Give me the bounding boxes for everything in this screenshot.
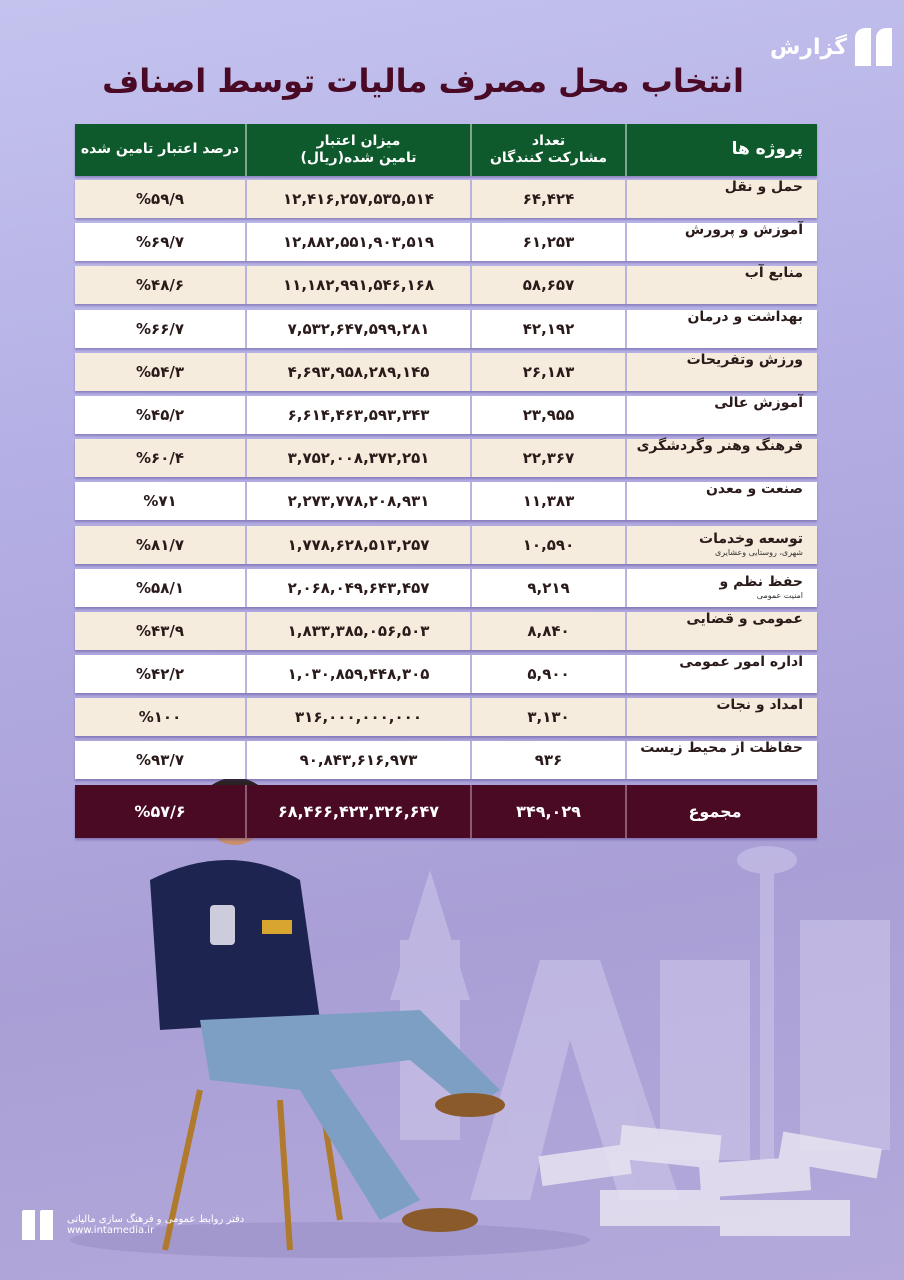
amount-cell: ۳۱۶,۰۰۰,۰۰۰,۰۰۰ bbox=[245, 698, 470, 736]
header-amount bbox=[245, 124, 470, 176]
amount-cell: ۱۱,۱۸۲,۹۹۱,۵۴۶,۱۶۸ bbox=[245, 266, 470, 304]
project-name: منابع آب bbox=[744, 265, 803, 282]
percent-cell: %۴۲/۲ bbox=[136, 665, 184, 684]
amount-cell: ۲,۰۶۸,۰۴۹,۶۴۳,۴۵۷ bbox=[245, 569, 470, 607]
page-title: انتخاب محل مصرف مالیات توسط اصناف bbox=[102, 62, 744, 100]
table-row bbox=[75, 266, 817, 304]
project-cell bbox=[625, 526, 817, 564]
header-amount-line2: تامین شده(ریال) bbox=[300, 150, 417, 166]
table-row bbox=[75, 223, 817, 261]
percent-cell: %۱۰۰ bbox=[138, 708, 182, 727]
amount-cell: ۹۰,۸۴۳,۶۱۶,۹۷۳ bbox=[245, 741, 470, 779]
logo-mark-icon bbox=[855, 28, 892, 66]
footer-url[interactable]: www.intamedia.ir bbox=[67, 1225, 155, 1236]
project-cell bbox=[625, 180, 817, 218]
project-name: حفظ نظم و bbox=[719, 574, 803, 591]
percent-cell: %۵۸/۱ bbox=[136, 578, 184, 597]
table-row bbox=[75, 569, 817, 607]
table-row bbox=[75, 439, 817, 477]
project-name: فرهنگ وهنر وگردشگری bbox=[636, 438, 803, 455]
amount-cell: ۱,۰۳۰,۸۵۹,۴۴۸,۳۰۵ bbox=[245, 655, 470, 693]
percent-cell: %۵۹/۹ bbox=[136, 190, 184, 208]
count-cell: ۲۳,۹۵۵ bbox=[470, 396, 625, 434]
project-name: توسعه وخدمات bbox=[699, 531, 803, 548]
total-percent: %۵۷/۶ bbox=[134, 801, 186, 821]
gozaresh-logo bbox=[770, 28, 892, 66]
count-cell: ۲۶,۱۸۳ bbox=[470, 353, 625, 391]
percent-cell: %۹۳/۷ bbox=[136, 751, 184, 770]
count-cell: ۵۸,۶۵۷ bbox=[470, 266, 625, 304]
project-name: ورزش وتفریحات bbox=[686, 351, 803, 368]
count-cell: ۹,۲۱۹ bbox=[470, 569, 625, 607]
project-name: حمل و نقل bbox=[724, 179, 803, 195]
amount-cell: ۲,۲۷۳,۷۷۸,۲۰۸,۹۳۱ bbox=[245, 482, 470, 520]
project-name: عمومی و قضایی bbox=[686, 610, 803, 627]
project-cell bbox=[625, 223, 817, 261]
amount-cell: ۱,۷۷۸,۶۲۸,۵۱۳,۲۵۷ bbox=[245, 526, 470, 564]
project-subtitle: شهری، روستایی وعشایری bbox=[714, 547, 803, 557]
project-cell bbox=[625, 353, 817, 391]
header-percent: درصد اعتبار تامین شده bbox=[80, 141, 240, 158]
percent-cell: %۶۰/۴ bbox=[136, 449, 184, 468]
project-subtitle: امنیت عمومی bbox=[756, 590, 803, 600]
table-row bbox=[75, 180, 817, 218]
project-name: بهداشت و درمان bbox=[687, 308, 803, 325]
project-name: اداره امور عمومی bbox=[679, 654, 803, 671]
table-row bbox=[75, 353, 817, 391]
count-cell: ۳,۱۳۰ bbox=[470, 698, 625, 736]
project-cell bbox=[625, 396, 817, 434]
total-row bbox=[75, 785, 817, 838]
project-name: حفاظت از محیط زیست bbox=[640, 740, 803, 757]
count-cell: ۲۲,۳۶۷ bbox=[470, 439, 625, 477]
percent-cell: %۶۶/۷ bbox=[136, 319, 184, 338]
project-cell bbox=[625, 569, 817, 607]
percent-cell: %۴۵/۲ bbox=[136, 405, 184, 424]
project-name: صنعت و معدن bbox=[705, 481, 803, 498]
total-label: مجموع bbox=[625, 785, 817, 838]
project-name: آموزش عالی bbox=[714, 394, 803, 411]
count-cell: ۵,۹۰۰ bbox=[470, 655, 625, 693]
count-cell: ۱۰,۵۹۰ bbox=[470, 526, 625, 564]
logo-text: گزارش bbox=[769, 34, 847, 60]
project-cell bbox=[625, 266, 817, 304]
total-amount: ۶۸,۴۶۶,۴۲۳,۳۲۶,۶۴۷ bbox=[245, 785, 470, 838]
table-row bbox=[75, 698, 817, 736]
count-cell: ۴۲,۱۹۲ bbox=[470, 310, 625, 348]
count-cell: ۱۱,۳۸۳ bbox=[470, 482, 625, 520]
amount-cell: ۱۲,۸۸۲,۵۵۱,۹۰۳,۵۱۹ bbox=[245, 223, 470, 261]
percent-cell: %۶۹/۷ bbox=[136, 233, 184, 252]
table-row bbox=[75, 482, 817, 520]
amount-cell: ۷,۵۳۲,۶۴۷,۵۹۹,۲۸۱ bbox=[245, 310, 470, 348]
header-count-line2: مشارکت کنندگان bbox=[489, 150, 608, 166]
quote-logo-icon bbox=[22, 1210, 53, 1240]
header-project: پروژه ها bbox=[625, 124, 817, 176]
total-count: ۳۴۹,۰۲۹ bbox=[470, 785, 625, 838]
header-count bbox=[470, 124, 625, 176]
amount-cell: ۱۲,۴۱۶,۲۵۷,۵۳۵,۵۱۴ bbox=[245, 180, 470, 218]
project-cell bbox=[625, 655, 817, 693]
count-cell: ۹۳۶ bbox=[470, 741, 625, 779]
project-name: آموزش و پرورش bbox=[684, 222, 803, 239]
table-row bbox=[75, 655, 817, 693]
amount-cell: ۳,۷۵۲,۰۰۸,۳۷۲,۲۵۱ bbox=[245, 439, 470, 477]
project-name: امداد و نجات bbox=[716, 697, 803, 714]
project-cell bbox=[625, 741, 817, 779]
header-count-line1: تعداد bbox=[531, 132, 566, 149]
project-cell bbox=[625, 698, 817, 736]
count-cell: ۶۱,۲۵۳ bbox=[470, 223, 625, 261]
table-row bbox=[75, 310, 817, 348]
percent-cell: %۴۸/۶ bbox=[136, 276, 184, 295]
amount-cell: ۴,۶۹۳,۹۵۸,۲۸۹,۱۴۵ bbox=[245, 353, 470, 391]
project-cell bbox=[625, 612, 817, 650]
percent-cell: %۷۱ bbox=[143, 492, 177, 511]
project-cell bbox=[625, 439, 817, 477]
table-row bbox=[75, 612, 817, 650]
count-cell: ۸,۸۴۰ bbox=[470, 612, 625, 650]
project-cell bbox=[625, 310, 817, 348]
percent-cell: %۵۴/۳ bbox=[136, 362, 184, 381]
tax-allocation-table bbox=[75, 124, 817, 843]
table-row bbox=[75, 526, 817, 564]
table-header bbox=[75, 124, 817, 176]
footer-org: دفتر روابط عمومی و فرهنگ سازی مالیاتی bbox=[67, 1214, 245, 1225]
percent-cell: %۴۳/۹ bbox=[136, 621, 184, 640]
percent-cell: %۸۱/۷ bbox=[136, 535, 184, 554]
table-row bbox=[75, 396, 817, 434]
footer bbox=[22, 1210, 244, 1240]
table-row bbox=[75, 741, 817, 779]
amount-cell: ۶,۶۱۴,۴۶۳,۵۹۳,۳۴۳ bbox=[245, 396, 470, 434]
project-cell bbox=[625, 482, 817, 520]
count-cell: ۶۴,۴۲۴ bbox=[470, 180, 625, 218]
amount-cell: ۱,۸۳۳,۳۸۵,۰۵۶,۵۰۳ bbox=[245, 612, 470, 650]
header-amount-line1: میزان اعتبار bbox=[316, 132, 401, 149]
